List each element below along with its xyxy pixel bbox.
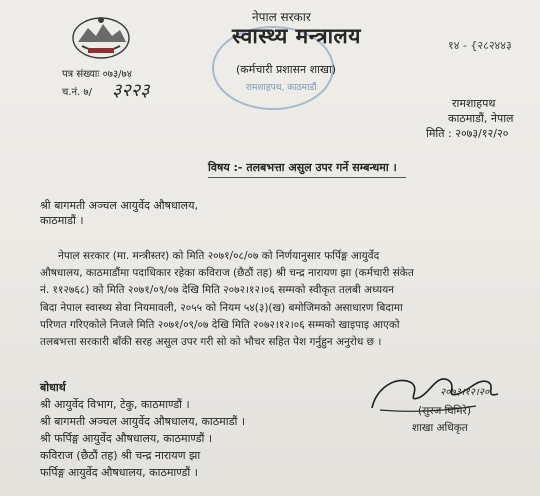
address-city: काठमाडौं, नेपाल (448, 112, 514, 125)
document-number: १४ - {२८२४४३ (448, 39, 512, 52)
signature-date: २०७३।१२।२० (440, 387, 490, 398)
recipient-city: काठमाडौं । (40, 214, 84, 227)
signatory-name: (सुरज घिमिरे) (418, 405, 471, 417)
body-line: तलबभत्ता सरकारी बाँकी सरह असुल उपर गरी सो को भौचर सहित पेश गर्नुहुन अनुरोध छ । (40, 336, 382, 349)
section-name: (कर्मचारी प्रशासन शाखा) (236, 63, 337, 76)
cc-line: कविराज (छैठौं तह) श्री चन्द्र नारायण झा (40, 449, 201, 462)
cc-line: श्री आयुर्वेद विभाग, टेकु, काठमाण्डौं । (40, 398, 190, 411)
letter-body (40, 248, 510, 351)
letter-date: मिति : २०७३/१२/२० (426, 127, 509, 140)
ministry-name: स्वास्थ्य मन्त्रालय (232, 23, 361, 48)
cc-heading: बोधार्थ (40, 381, 66, 394)
cc-line: फर्पिङ्ग आयुर्वेद औषधालय, काठमाण्डौं । (40, 466, 198, 479)
body-line: नेपाल सरकार (मा. मन्त्रीस्तर) को मिति २०७१/०८/०७ को निर्णयानुसार फर्पिङ्ग आयुर्वेद (58, 250, 380, 262)
stamp-text: रामशाहपथ, काठमाडौं (246, 83, 317, 93)
subject-line: विषय :- तलबभत्ता असुल उपर गर्ने सम्बन्धमा । (208, 161, 397, 174)
subject-underline (208, 177, 406, 178)
cc-line: श्री बागमती अञ्चल आयुर्वेद औषधालय, काठमाडौं । (40, 415, 245, 428)
nepal-emblem-icon (70, 12, 132, 62)
dispatch-number-handwritten: ३२२३ (112, 80, 150, 101)
cc-line: श्री फर्पिङ्ग आयुर्वेद औषधालय, काठमाण्डौं । (40, 432, 213, 445)
recipient-name: श्री बागमती अञ्चल आयुर्वेद औषधालय, (40, 199, 198, 212)
signatory-title: शाखा अधिकृत (412, 422, 468, 434)
body-line: परिणत गरिएकोले निजले मिति २०७१/०९/०७ देखि मिति २०७२।१२।०६ सम्मको खाइपाइ आएको (40, 318, 400, 331)
body-line: नं. ११२७६८) को मिति २०७१/०९/०७ देखि मिति २०७२।१२।०६ सम्मको स्वीकृत तलबी अध्ययन (40, 284, 394, 297)
letter-number: पत्र संख्याः ०७३/७४ (62, 69, 132, 80)
dispatch-number-label: च.नं. ७/ (62, 87, 93, 98)
government-name: नेपाल सरकार (252, 10, 311, 24)
body-line: बिदा नेपाल स्वास्थ्य सेवा नियमावली, २०५५ को नियम ५४(३)(ख) बमोजिमको असाधारण बिदामा (40, 301, 403, 314)
address-street: रामशाहपथ (452, 97, 496, 110)
body-line: औषधालय, काठमाडौंमा पदाधिकार रहेका कविराज (छैठौं तह) श्री चन्द्र नारायण झा (कर्मचारी संकेत (40, 267, 414, 280)
